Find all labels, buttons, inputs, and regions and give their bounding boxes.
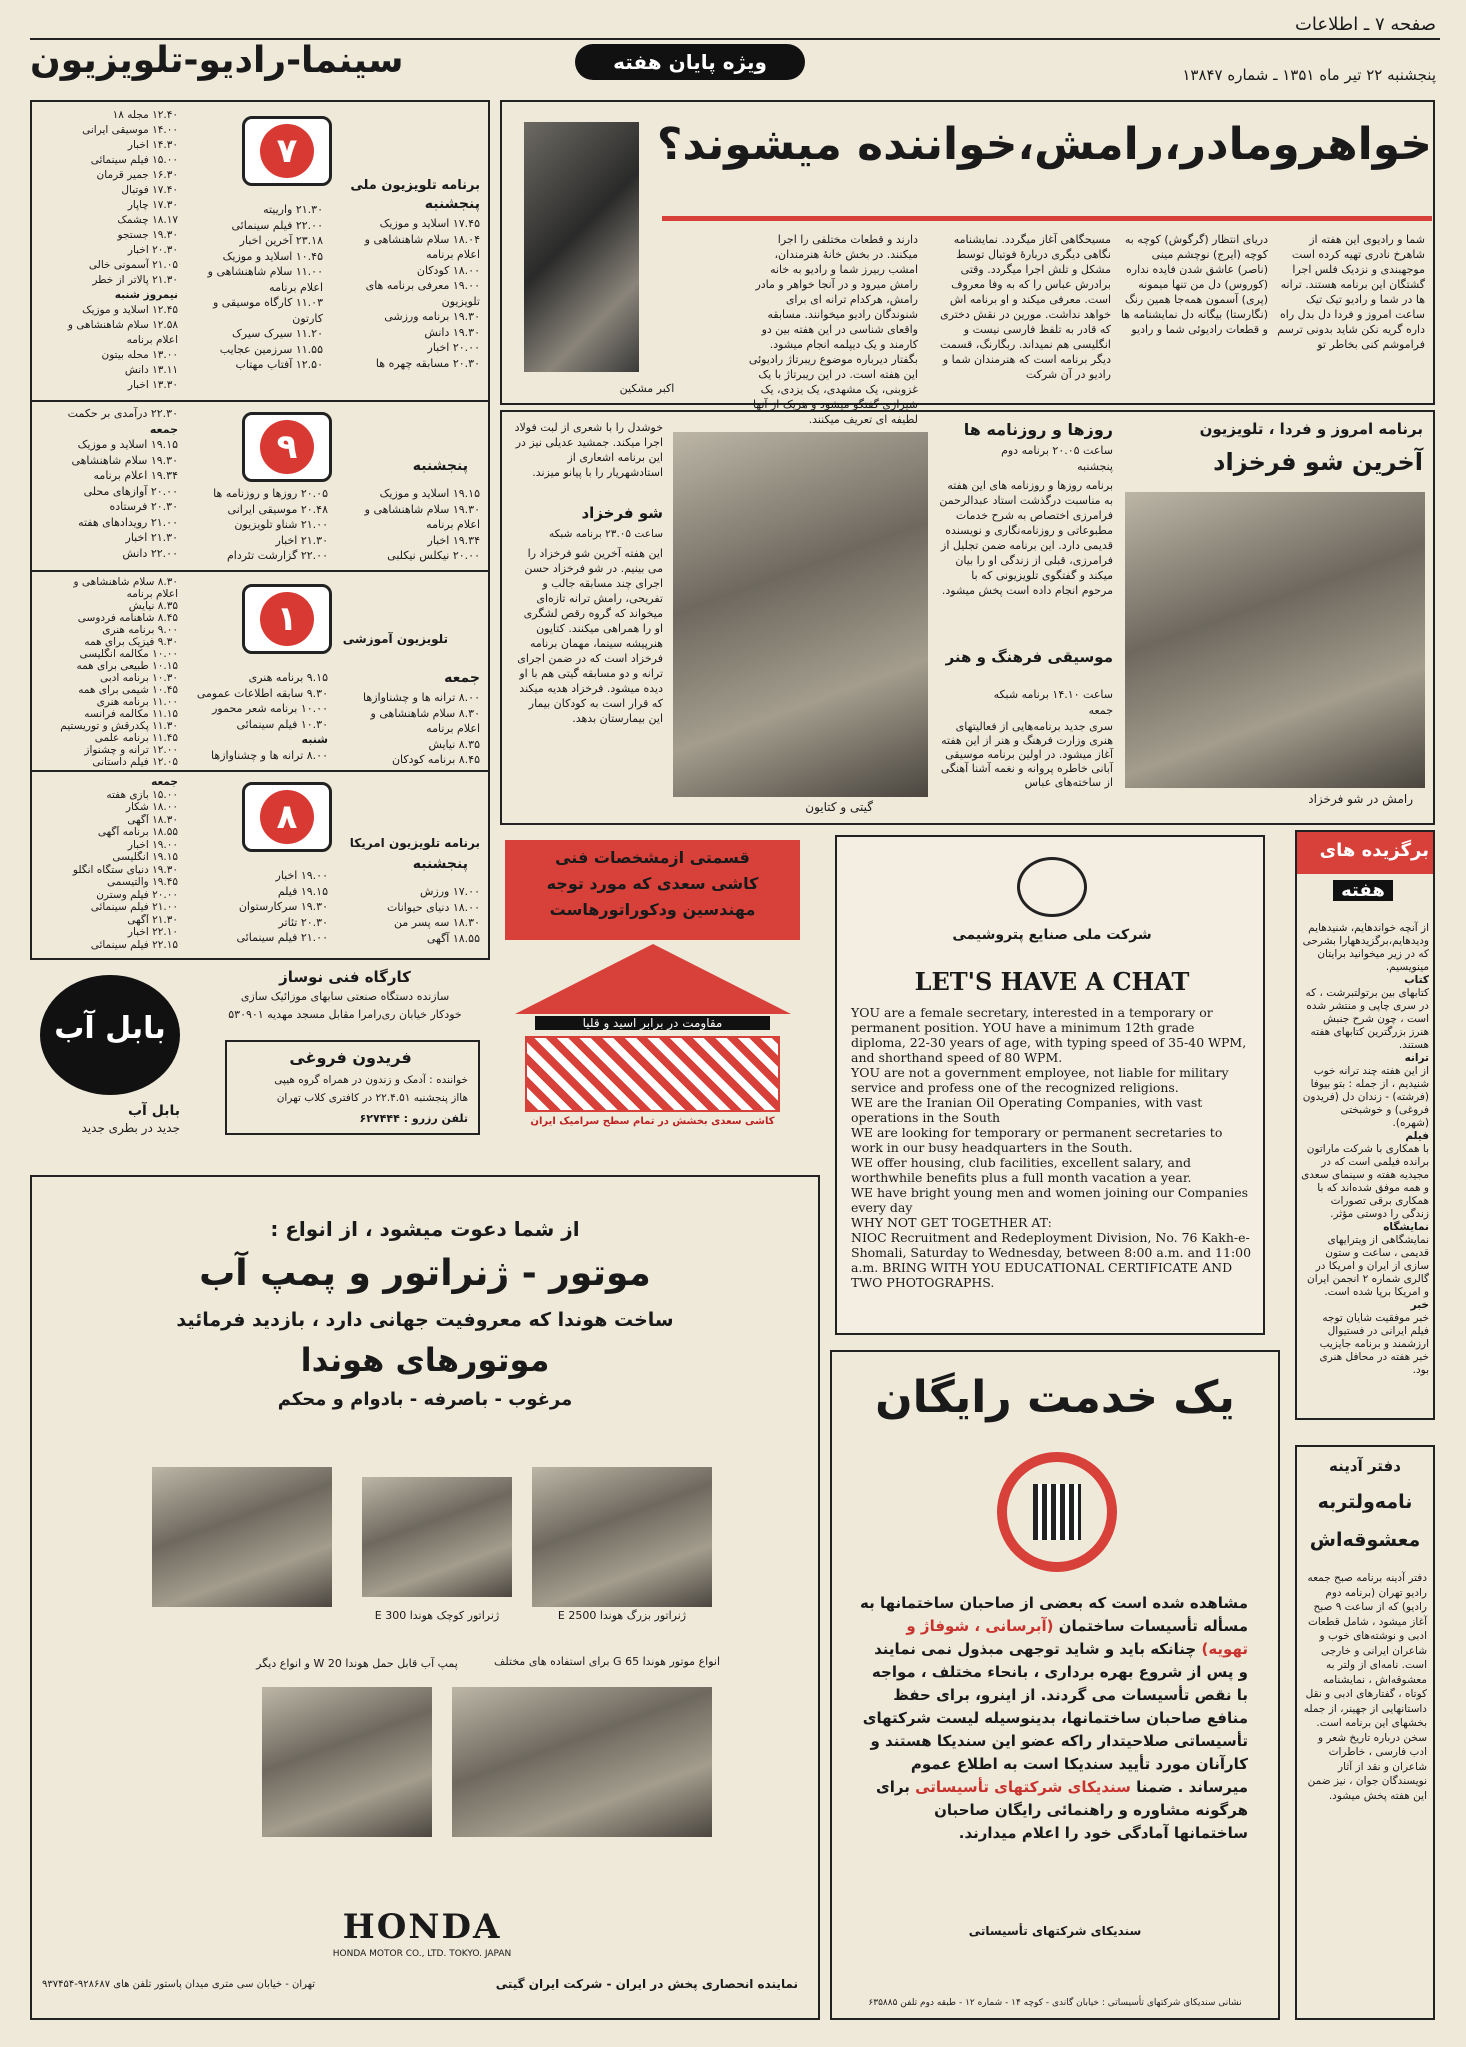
schedule-row: ۲۱.۰۰ فیلم سینمائی [90,901,178,913]
schedule-row: ۱۹.۰۰ اخبار [127,838,178,851]
schedule-row: ۱۶.۳۰ جمیر قرمان [96,169,178,181]
adineh-article [1295,1445,1435,2020]
free-service-text-2: چنانکه باید و شاید توجهی مبذول نمی نمایند و پس از شروع بهره برداری ، بانحاء مختلف ، مواجه با نقص تأسیسات می گردند. از اینرو، برای حفظ منافع صاحبان ساختمانها، بدینوسیله لیست شرکتهای تأسیساتی صلاحیتدار راکه عضو این سندیکا هستند و کارآنان مورد تأیید سندیکا است به اطلاع عموم میرساند . ضمنا [862,1640,1248,1796]
schedule-row: ۲۰.۳۰ فرستاده [109,500,178,513]
nioc-p1: YOU are a female secretary, interested in a temporary or permanent position. YOU have a minimum 12th grade diploma, 22-30 years of age, with typing speed of 35-40 WPM, and shorthand speed of 80 WPM. [851,1005,1247,1065]
roozha-day: پنجشنبه [1077,460,1113,473]
schedule-row: ۲۲.۰۰ گزارشت تئردام [226,549,328,562]
channel-7-list-b [183,202,323,373]
schedule-row: ۲۲.۰۰ دانش [122,546,178,560]
schedule-row: ۹.۳۰ فیزیک برای همه [84,636,178,648]
honda-caption-1: ژنراتور کوچک هوندا E 300 [374,1609,500,1622]
schedule-row: ۱۱.۰۰ سلام شاهنشاهی و [207,265,323,278]
babol-ab-name: بابل آب [127,1103,180,1119]
channel-7-logo [242,116,332,186]
nioc-body [851,1005,1253,1290]
kargah-line-1: سازنده دستگاه صنعتی سابهای موزائیک سازی [240,990,450,1003]
schedule-row: ۱۳.۰۰ محله بیتون [101,349,178,361]
honda-caption-4: انواع موتور هوندا G 65 برای استفاده های مختلف [493,1655,720,1668]
honda-line-4: موتورهای هوندا [300,1341,550,1379]
schedule-row: ۲۱.۳۰ پالاتر از خطر [92,274,178,286]
music-day: جمعه [1088,704,1113,717]
schedule-row: ۸.۴۵ برنامه کودکان [391,753,480,766]
nioc-logo-text: شرکت ملی صنایع پتروشیمی [952,927,1152,943]
schedule-row: ۲۰.۰۰ نیکلس نیکلبی [387,549,480,562]
selected-t2: از این هفته چند ترانه خوب شنیدیم ، از جمله : بتو بیوفا (فرشته) - زندان دل (فریدون فروغی) و خوشبختی (شهره). [1302,1065,1429,1129]
channel-1-title: تلویزیون آموزشی [342,632,448,646]
selected-t5: خبر موفقیت شایان توجه فیلم ایرانی در فستیوال ارزشمند و برنامه جایزیب خبر هفته در محافل هنری بود. [1319,1312,1429,1376]
nioc-p6: WE have bright young men and women joining our Companies every day [851,1185,1249,1215]
schedule-row: ۱۲.۴۵ اسلاید و موزیک [82,304,178,316]
schedule-row: ۱۹.۴۵ والتیسمی [107,876,178,888]
selected-body [1301,922,1429,1377]
adineh-title-2: نامه‌ولتربه معشوقه‌اش [1309,1491,1421,1551]
free-service-footer: نشانی سندیکای شرکتهای تأسیساتی : خیابان گاندی - کوچه ۱۴ - شماره ۱۲ - طبقه دوم تلفن ۶۳۵۸۸۵ [868,1998,1242,2008]
header-bar [0,0,1466,100]
schedule-row: ۸.۳۰ سلام شاهنشاهی و [73,576,178,588]
pump-image [262,1687,432,1837]
feridun-name: فریدون فروغی [289,1048,412,1067]
schedule-row: ۱۸.۵۵ آگهی [426,931,480,945]
schedule-row: ۱۰.۰۰ مکالمه انگلیسی [79,648,178,660]
channel-7-list-c [38,108,178,393]
schedule-row: ۱۹.۱۵ اسلاید و موزیک [77,438,178,451]
channel-8-block [32,772,488,958]
schedule-row: ۸.۳۰ سلام شاهنشاهی و [370,706,480,720]
generator-small-image [362,1477,512,1597]
schedule-row: ۱۸.۰۰ شکار [125,801,178,813]
show-title: شو فرخزاد [581,504,663,522]
roozha-time: ساعت ۲۰.۰۵ برنامه دوم [1001,444,1113,457]
schedule-row: ۱۰.۴۵ شیمی برای همه [78,684,178,696]
schedule-row: ۹.۱۵ برنامه هنری [248,671,328,684]
schedule-row: ۲۰.۰۵ روزها و روزنامه ها [213,487,328,500]
channel-8-number: ۸ [260,790,314,844]
schedule-row: شنبه [301,733,328,746]
schedule-row: ۱۱.۳۰ پکدرقش و توریستیم [60,720,178,732]
schedule-row: ۱۰.۴۵ اسلاید و موزیک [222,249,323,263]
honda-brand-sub: HONDA MOTOR CO., LTD. TOKYO. JAPAN [332,1949,512,1959]
kargah-ad [200,968,490,1038]
feature-col-1: شما و رادیوی این هفته از شاهرخ نادری تهیه کرده است موجهبندی و نزدیک فلس اجرا گشتگان این برنامه هستند. ترانه ها در شما و رادیو تیک تیک ساعت امروز و فردا دل بدل راه داره گریه نکن شاید بدونی ترسم فراموشم کنی بخاطر تو [1277,233,1425,351]
schedule-row: اعلام برنامه [126,334,178,346]
schedule-row: تلویزیون [441,294,480,308]
schedule-row: ۱۷.۴۰ فوتبال [121,184,178,196]
schedule-row: ۱۰.۱۵ طبیعی برای همه [76,660,178,672]
schedule-row: ۱۹.۰۰ اخبار [275,869,328,882]
free-service-list-title: سندیکای شرکتهای تأسیساتی [968,1924,1142,1938]
selected-t4: نمایشگاهی از ویترایهای قدیمی ، ساعت و ستون سازی از ایران و امریکا در گالری شماره ۲ انجمن ایران و امریکا برپا شده است. [1307,1234,1429,1298]
schedule-row: ۱۷.۴۵ اسلاید و موزیک [379,217,480,230]
free-service-title: یک خدمت رایگان [875,1372,1235,1423]
farkhzad-subtitle: آخرین شو فرخزاد [1213,448,1423,476]
schedule-row: ۱۱.۲۰ سیرک سیرک [231,327,323,340]
schedule-row: ۱۹.۳۰ برنامه ورزشی [384,310,480,323]
tile-line-2: کاشی سعدی که مورد توجه [546,874,759,893]
schedule-row: ۱۹.۱۵ اسلاید و موزیک [379,487,480,500]
tile-footer: کاشی سعدی بخشش در تمام سطح سرامیک ایران [530,1116,775,1127]
channel-9-list-c [38,406,178,561]
nioc-p4: WE are looking for temporary or permanent secretaries to work in our busy headquarters in the South. [851,1125,1223,1155]
singers-photo-caption: گیتی و کتایون [805,800,873,814]
channel-7-number: ۷ [260,124,314,178]
selected-h3: فیلم [1405,1130,1429,1142]
schedule-row: ۲۱.۰۰ رویدادهای هفته [78,515,178,529]
babol-ab-tagline: جدید در بطری جدید [81,1121,180,1135]
schedule-row: کارتون [292,311,323,325]
honda-line-2: موتور - ژنراتور و پمپ آب [199,1253,651,1294]
free-service-highlight-1: (آبرسانی ، شوفاژ و تهویه) [906,1617,1248,1658]
schedule-row: ۱۹.۳۴ اخبار [427,533,480,547]
feridun-line-2: هااز پنجشنبه ۲۲.۴.۵۱ در کافتری کلاب تهران [276,1092,468,1104]
schedule-row: ۲۰.۴۸ موسیقی ایرانی [227,502,328,516]
schedule-row: ۲۲.۳۰ درآمدی بر حکمت [67,407,178,420]
honda-ad [30,1175,820,2020]
schedule-row: ۱۳.۳۰ اخبار [127,379,178,391]
schedule-row: ۱۹.۱۵ انگلیسی [112,851,178,863]
channel-7-list-a [330,216,480,371]
schedule-row: ۹.۰۰ برنامه هنری [102,624,178,636]
schedule-row: ۲۲.۱۰ اخبار [127,926,178,938]
show-time: ساعت ۲۳.۰۵ برنامه شبکه [549,528,663,540]
schedule-row: ۱۲.۴۰ مجله ۱۸ [112,109,178,121]
schedule-row: اعلام برنامه [126,588,178,600]
farkhzad-article [500,410,1435,825]
channel-9-day: پنجشنبه [412,458,468,474]
adineh-text: دفتر آدینه برنامه صبح جمعه رادیو تهران (برنامه دوم رادیو) که از ساعت ۹ صبح آغاز میشود ، شامل قطعات ادبی و نوشته‌های خوب و شاعران ایرانی و خارجی است. نامه‌ای از ولتر به معشوقه‌اش ، نمایشنامه کوتاه ، گفتارهای ادبی و نقل داستانهایی از جهینر، از جمله بخشهای این برنامه است. سخن درباره تاریخ شعر و ادب فارسی ، خاطرات شاعران و نقد از آثار نویسندگان جوان ، نیز ضمن این هفته پخش میشود. [1303,1572,1427,1802]
schedule-row: اعلام برنامه [426,722,480,735]
honda-line-3: ساخت هوندا که معروفیت جهانی دارد ، بازدید فرمائید [176,1309,674,1331]
page-info: صفحه ۷ ـ اطلاعات [1294,14,1436,35]
schedule-row: ۱۴.۰۰ موسیقی ایرانی [82,124,178,136]
schedule-row: ۲۱.۳۰ وارییته [263,203,323,216]
tv-schedule-panel [30,100,490,960]
music-title: موسیقی فرهنگ و هنر [945,648,1113,666]
schedule-row: ۲۱.۳۰ اخبار [275,533,328,547]
channel-1-block [32,572,488,772]
selected-t1: کتابهای بین برتولتبرشت ، که در سری چاپی و منتشر شده است ، چون شرح جنبش هنرز بزرگترین کتابهای هفته هستند. [1305,987,1429,1051]
singers-photo [673,432,928,797]
feature-col-4: دارند و قطعات مختلفی را اجرا میکنند. در بخش خانهٔ هنرمندان، امشب ربیرز شما و رادیو به خانه رامش میرود و در آنجا خواهر و مادر رامش، هرکدام ترانه ای برای شنوندگان رادیو میخوانند. مسابقه واقعای شناسی در این هفته بین دو کارمند و یک دیپلمه انجام میشود. بگفتار دیرباره موضوع ریبرتاژ رادیوئی این هفته است. در این ریبرتاژ با یک غزوبنی، یک مشهدی، یک یزدی، یک شیرازی گفتگو میشود و هریک از آنها لطیفه ای تعریف میکنند. [748,233,918,426]
schedule-row: ۱۹.۳۰ سرکارستوان [238,900,328,913]
channel-7-title: برنامه تلویزیون ملی [350,178,480,193]
channel-1-number: ۱ [260,592,314,646]
schedule-row: ۲۱.۰۰ فیلم سینمائی [236,931,328,944]
honda-line-5: مرغوب - باصرفه - بادوام و محکم [277,1389,573,1410]
radiator-icon [1033,1484,1081,1540]
free-service-text-3: برای هرگونه مشاوره و راهنمائی رایگان صاحبان ساختمانها آمادگی خود را اعلام میدارند. [876,1778,1248,1842]
channel-8-list-c [38,776,178,951]
schedule-row: جمعه [149,422,178,436]
channel-9-list-b [188,486,328,564]
schedule-row: ۱۹.۰۰ معرفی برنامه های [365,279,480,292]
free-service-logo [997,1452,1117,1572]
schedule-row: ۱۱.۴۵ برنامه علمی [94,732,178,744]
schedule-row: ۱۸.۱۷ چشمک [117,214,178,226]
schedule-row: ۱۸.۰۰ دنیای حیوانات [386,900,480,914]
roozha-text: برنامه روزها و روزنامه های این هفته به مناسبت درگذشت استاد عبدالرحمن فرامرزی اختصاص به شرح خدمات مطبوعاتی و روزنامه‌نگاری و نویسنده قدیمی دارد. این برنامه ضمن تجلیل از فرامرزی، قبلی از زندگی او را بیان میکند و گفتگوی تلویزیونی که با مرحوم انجام داده است پخش میشود. [939,479,1113,597]
selected-h4: نمایشگاه [1383,1221,1429,1233]
kargah-line-2: خودکار خیابان ری‌رامرا مقابل مسجد مهدیه ۵۳۰۹۰۱ [228,1008,462,1021]
schedule-row: ۱۱.۰۰ برنامه هنری [96,696,178,708]
schedule-row: ۱۹.۳۰ دانش [424,325,480,339]
tile-line-3: مهندسین ودکوراتورهاست [549,900,756,919]
schedule-row: ۲۲.۰۰ فیلم سینمائی [231,218,323,232]
schedule-row: ۱۹.۱۵ فیلم [277,884,328,898]
schedule-row: ۱۷.۳۰ چاپار [127,199,178,211]
selected-h5: خبر [1410,1299,1429,1311]
nioc-p7: WHY NOT GET TOGETHER AT: [851,1215,1052,1230]
schedule-row: ۱۵.۰۰ فیلم سینمائی [90,154,178,166]
free-service-highlight-2: سندیکای شرکتهای تأسیساتی [915,1778,1131,1796]
babol-ab-logo-text: بابل آب [54,1011,166,1046]
nioc-p3: WE are the Iranian Oil Operating Companies, with vast operations in the South [851,1095,1203,1125]
nioc-p5: WE offer housing, club facilities, excellent salary, and worthwhile benefits plus a full month vacation a year. [851,1155,1192,1185]
tile-roof [515,944,791,1014]
schedule-row: ۱۲.۵۰ آفتاب مهتاب [235,358,323,371]
tile-slogan: مقاومت در برابر اسید و قلیا [535,1016,770,1030]
schedule-row: ۱۳.۱۱ دانش [124,364,178,376]
feature-photo [524,122,639,372]
selected-title-2: هفته [1333,880,1393,901]
tile-ad [505,840,800,1140]
schedule-row: ۲۱.۳۰ اخبار [125,531,178,544]
channel-1-list-c [38,576,178,768]
show-text: این هفته آخرین شو فرخزاد را می بینیم. در شو فرخزاد حسن اجرای چند مسابقه جالب و تفریحی، رامش ترانه تازه‌ای میخواند که گروه رقص لشگری او را همراهی میکنند. کتایون هنرپیشه سینما، مهمان برنامه فرخزاد است که در ضمن اجرای ترانه و دو مسابقه گیتی هم با او دیده میشود. فرخزاد هدیه میکند که قرار است به کودکان بیمار این بیمارستان بدهد. [517,547,663,725]
schedule-row: ۱۲.۵۸ سلام شاهنشاهی و [67,319,178,331]
schedule-row: ۲۱.۳۰ آگهی [127,913,178,926]
schedule-row: ۸.۰۰ ترانه ها و چشناوازها [211,748,328,762]
feridun-line-1: خواننده : آدمک و زندون در همراه گروه هیپی [274,1074,468,1086]
schedule-row: ۲۰.۳۰ تئاتر [278,915,328,929]
channel-1-day: جمعه [444,670,480,686]
feridun-phone: تلفن رزرو : ۶۲۷۴۴۴ [359,1112,468,1125]
side-text: خوشدل را با شعری از لبت فولاد اجرا میکند. جمشید عدیلی نیز در این برنامه اشعاری از استادشهریار را با پیانو میزند. [514,421,663,479]
schedule-row: ۱۹.۳۰ سلام شاهنشاهی [71,453,178,467]
schedule-row: ۱۹.۳۰ دنیای ستگاه انگلو [72,863,178,876]
schedule-row: ۸.۳۵ نیایش [128,600,178,612]
selected-intro: از آنچه خواندهایم، شنیدهایم ودیدهایم،برگزیدههارا بشرحی که در زیر میخوانید برایتان مینویسیم. [1302,922,1429,973]
free-service-text [860,1592,1248,1845]
selected-h2: ترانه [1404,1052,1429,1064]
farkhzad-photo-caption: رامش در شو فرخزاد [1308,792,1413,806]
feature-col-2: دریای انتظار (گرگوش) کوچه به کوچه (ایرج) نوچشم مینی (ناصر) عاشق شدن فایده نداره (کوروس) دل من تنها میمونه (پری) آسمون همه‌جا همین رنگ (نگارستا) بیگانه دل نمایشنامه ها و قطعات رادیوئی شما و رادیو [1120,233,1268,336]
schedule-row: ۲۰.۰۰ فیلم وسترن [96,888,178,901]
channel-8-title: برنامه تلویزیون امریکا [349,836,480,850]
nioc-p8: NIOC Recruitment and Redeployment Division, No. 76 Kakh-e-Shomali, Saturday to Wednesday, between 8:00 a.m. and 11:00 a.m. BRING WITH YOU EDUCATIONAL CERTIFICATE AND TWO PHOTOGRAPHS. [851,1230,1252,1290]
selected-title: برگزیده های [1319,840,1429,861]
channel-9-number: ۹ [260,420,314,474]
honda-footer-2: تهران - خیابان سی متری میدان پاستور تلفن های ۹۲۸۶۸۷-۹۳۷۴۵۴ [42,1979,316,1990]
honda-footer: نماینده انحصاری پخش در ایران - شرکت ایران گیتی [495,1977,798,1991]
farkhzad-title: برنامه امروز و فردا ، تلویزیون [1199,420,1423,438]
schedule-row: ۱۵.۰۰ بازی هفته [106,788,178,801]
section-title: سینما-رادیو-تلویزیون [30,40,404,81]
feature-article [500,100,1435,426]
adineh-title: دفتر آدینه [1329,1457,1401,1475]
farkhzad-photo [1125,492,1425,788]
schedule-row: ۱۰.۳۰ فیلم سینمائی [236,717,328,731]
schedule-row: ۲۳.۱۸ آخرین اخبار [239,234,323,247]
selected-t3: با همکاری با شرکت ماراتون برانده فیلمی است که در مجیدیه هفته و سینمای سعدی و همه موفق شده‌اند که با همکاری برقی تصورات زندگی را دوستی مؤثر. [1301,1143,1429,1220]
tile-pattern [525,1036,780,1112]
babol-ab-logo [40,975,180,1095]
honda-brand: HONDA [342,1907,502,1947]
channel-1-list-b [188,670,328,763]
schedule-row: ۱۸.۰۴ سلام شاهنشاهی و [364,232,480,246]
selected-title-bar [1297,832,1433,874]
schedule-row: ۱۱.۱۵ مکالمه فرانسه [84,708,178,720]
roozha-title: روزها و روزنامه ها [963,420,1113,439]
schedule-row: اعلام برنامه [269,280,323,294]
channel-9-list-a [340,486,480,564]
schedule-row: ۲۰.۰۰ اخبار [427,341,480,354]
honda-caption-2: ژنراتور بزرگ هوندا E 2500 [557,1609,687,1622]
schedule-row: ۱۹.۳۰ جستجو [117,229,178,241]
schedule-row: ۲۰.۳۰ مسابقه چهره ها [375,356,480,370]
kargah-title: کارگاه فنی نوساز [279,968,411,986]
schedule-row: ۲۲.۱۵ فیلم سینمائی [90,938,178,951]
schedule-row: ۲۰.۰۰ آوازهای محلی [83,484,178,498]
feature-col-3: مسیحگاهی آغاز میگردد. نمایشنامه نگاهی دیگری دربارهٔ فوتبال توسط مشکل و تلش اجرا میگردد. وقتی برادرش عباس را که به وفا معروف است. معرفی میکند و او برنامه اش خواهد نداشت. مورین در نقش دختری که قادر به تلفظ فارسی نیست و انگلیسی هم نمیداند. ربگارنگ، قسمت دیگر برنامه است که هنرمندان شما و رادیو در آن شرکت [940,233,1111,381]
weekend-label: ویژه پایان هفته [575,44,805,80]
schedule-row: جمعه [151,776,178,788]
schedule-row: اعلام برنامه [426,518,480,531]
schedule-row: ۱۸.۰۰ کودکان [416,263,480,277]
schedule-row: ۱۲.۰۵ فیلم داستانی [92,756,178,768]
music-text: سری جدید برنامه‌هایی از فعالیتهای هنری وزارت فرهنگ و هنر از این هفته آغاز میشود. در اولین برنامه موسیقی آبانی خاطره پروانه و نغمه آشنا آهنگی از ساخته‌های عباس [940,720,1113,789]
channel-8-logo [242,782,332,852]
music-time: ساعت ۱۴.۱۰ برنامه شبکه [993,688,1113,701]
schedule-row: ۸.۴۵ شاهنامه فردوسی [77,612,178,624]
schedule-row: ۱۹.۳۴ اعلام برنامه [93,469,178,482]
schedule-row: ۱۷.۰۰ ورزش [419,885,480,898]
channel-8-list-b [188,868,328,946]
selected-week [1295,830,1435,1420]
channel-1-list-a [330,690,480,768]
channel-8-day: پنجشنبه [412,856,468,872]
schedule-row: ۲۱.۰۰ شناو تلویزیون [234,518,328,531]
honda-line-1: از شما دعوت میشود ، از انواع : [270,1217,580,1241]
headline-red-rule [662,216,1432,221]
nioc-heading: LET'S HAVE A CHAT [914,967,1190,996]
schedule-row: ۱۴.۳۰ اخبار [127,139,178,151]
header-rule [30,38,1440,40]
schedule-row: ۱۸.۳۰ سه پسر من [394,916,480,929]
channel-9-logo [242,412,332,482]
schedule-row: ۱۰.۳۰ برنامه ادبی [100,672,178,684]
schedule-row: اعلام برنامه [426,248,480,261]
channel-7-day: پنجشنبه [424,196,480,212]
schedule-row: ۱۸.۳۰ آگهی [127,813,178,826]
schedule-row: ۱۰.۰۰ برنامه شعر محمور [212,702,328,715]
free-service-text-1: مشاهده شده است که بعضی از صاحبان ساختمانها به مسأله تأسیسات ساختمان [860,1594,1248,1635]
schedule-row: ۲۰.۳۰ اخبار [127,244,178,256]
schedule-row: ۸.۰۰ ترانه ها و چشناوازها [363,691,480,704]
schedule-row: ۸.۳۵ نیایش [428,737,480,751]
generator-large-image [152,1467,332,1607]
free-service-ad [830,1350,1280,2020]
feature-headline: خواهرومادر،رامش،خواننده میشوند؟ [656,119,1432,170]
channel-7-block [32,102,488,402]
schedule-row: ۱۹.۳۰ سلام شاهنشاهی و [364,502,480,516]
nioc-logo [1017,857,1087,917]
generator-pump-image [532,1467,712,1607]
channel-1-logo [242,584,332,654]
babol-ab-ad [30,975,190,1155]
schedule-row: نیمروز شنبه [114,289,178,301]
schedule-row: ۲۱.۰۵ آسمونی خالی [88,259,178,271]
schedule-row: ۱۱.۰۳ کارگاه موسیقی و [212,296,323,309]
nioc-ad [835,835,1265,1335]
schedule-row: ۱۲.۰۰ ترانه و چشنواز [84,744,178,756]
selected-h1: کتاب [1404,974,1429,986]
engine-image [452,1687,712,1837]
schedule-row: ۱۸.۵۵ برنامه آگهی [97,826,178,838]
honda-caption-3: پمپ آب قابل حمل هوندا W 20 و انواع دیگر [256,1657,458,1670]
channel-9-block [32,402,488,572]
date-info: پنجشنبه ۲۲ تیر ماه ۱۳۵۱ ـ شماره ۱۳۸۴۷ [1182,66,1436,84]
feature-photo-caption: اکبر مشکین [619,382,675,395]
schedule-row: ۹.۳۰ سابقه اطلاعات عمومی [196,686,328,700]
channel-8-list-a [360,884,480,946]
tile-line-1: قسمتی ازمشخصات فنی [555,848,750,867]
nioc-p2: YOU are not a government employee, not liable for military service and profess one of the recognized religions. [851,1065,1229,1095]
schedule-row: ۱۱.۵۵ سرزمین عجایب [219,342,323,356]
feridun-ad [225,1040,480,1135]
